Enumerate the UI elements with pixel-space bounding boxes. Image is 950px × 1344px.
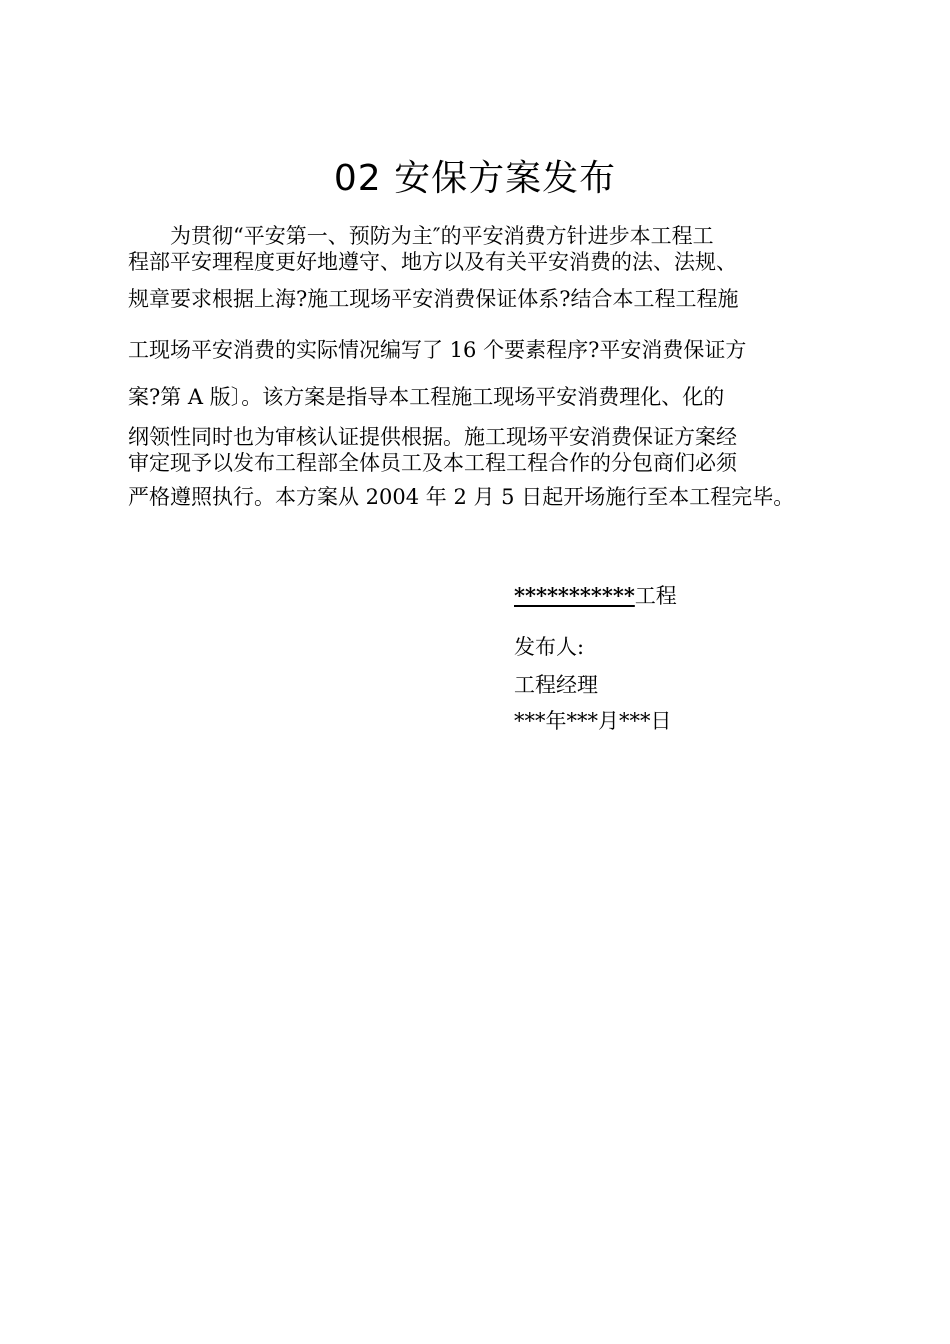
body-line-2: 程部平安理程度更好地遵守、地方以及有关平安消费的法、法规、 (128, 250, 737, 274)
body-line-3: 规章要求根据上海?施工现场平安消费保证体系?结合本工程工程施 (128, 287, 739, 311)
body-line-6: 纲领性同时也为审核认证提供根据。施工现场平安消费保证方案经 (128, 425, 737, 449)
signature-project (514, 583, 677, 609)
body-line-4: 工现场平安消费的实际情况编写了 16 个要素程序?平安消费保证方 (128, 338, 747, 362)
body-line-1: 为贯彻“平安第一、预防为主″的平安消费方针进步本工程工 (170, 224, 714, 248)
signature-date: ***年***月***日 (514, 709, 672, 733)
project-name-stars: *********** (514, 583, 635, 608)
project-suffix: 工程 (634, 584, 677, 608)
signature-issuer-label: 发布人: (514, 635, 585, 659)
document-title: 02 安保方案发布 (333, 158, 617, 199)
signature-role: 工程经理 (514, 673, 598, 697)
body-line-8: 严格遵照执行。本方案从 2004 年 2 月 5 日起开场施行至本工程完毕。 (128, 485, 795, 509)
body-line-5: 案?第 A 版〕。该方案是指导本工程施工现场平安消费理化、化的 (128, 385, 725, 409)
body-line-7: 审定现予以发布工程部全体员工及本工程工程合作的分包商们必须 (128, 451, 737, 475)
